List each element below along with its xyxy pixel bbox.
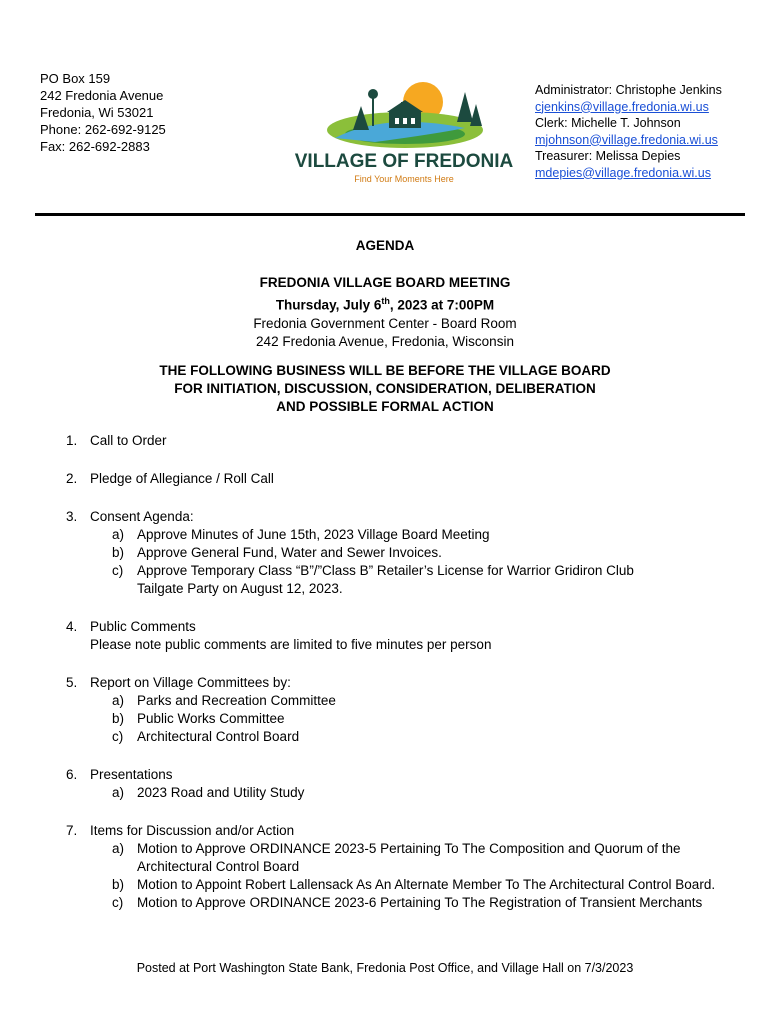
- sub-item: [90, 840, 756, 876]
- item-text: Report on Village Committees by:: [90, 675, 291, 690]
- item-number: 7.: [66, 823, 78, 838]
- meeting-info: [0, 274, 770, 351]
- business-notice-line: THE FOLLOWING BUSINESS WILL BE BEFORE THE VILLAGE BOARD: [159, 363, 611, 378]
- meeting-date: [0, 292, 770, 315]
- item-number: 6.: [66, 767, 78, 782]
- sub-item: [90, 526, 756, 544]
- agenda-item: [66, 432, 756, 450]
- address-line: Phone: 262-692-9125: [40, 122, 166, 137]
- sub-letter: a): [112, 527, 125, 542]
- item-number: 1.: [66, 433, 78, 448]
- business-notice: [0, 362, 770, 416]
- sub-text: 2023 Road and Utility Study: [137, 785, 305, 800]
- sub-text: Approve Minutes of June 15th, 2023 Village Board Meeting: [137, 527, 490, 542]
- administrator-label: Administrator: Christophe Jenkins: [535, 83, 722, 97]
- sub-text: Approve General Fund, Water and Sewer Invoices.: [137, 545, 442, 560]
- sub-item: [90, 692, 756, 710]
- meeting-date-sup: th: [381, 296, 390, 306]
- meeting-address: 242 Fredonia Avenue, Fredonia, Wisconsin: [256, 333, 514, 349]
- item-text: Pledge of Allegiance / Roll Call: [90, 471, 274, 486]
- sub-letter: a): [112, 693, 125, 708]
- sub-item: [90, 784, 756, 802]
- sub-item: [90, 728, 756, 746]
- treasurer-email-link[interactable]: mdepies@village.fredonia.wi.us: [535, 165, 711, 180]
- posted-notice: Posted at Port Washington State Bank, Fredonia Post Office, and Village Hall on 7/3/2023: [136, 961, 634, 975]
- sub-item: [90, 876, 756, 894]
- contacts-block: [535, 82, 722, 181]
- sub-letter: c): [112, 729, 124, 744]
- item-number: 5.: [66, 675, 78, 690]
- sub-letter: b): [112, 545, 125, 560]
- sub-letter: a): [112, 841, 125, 856]
- header-divider: [35, 213, 745, 216]
- sub-text: Public Works Committee: [137, 711, 285, 726]
- agenda-item: [66, 822, 756, 912]
- address-line: Fredonia, Wi 53021: [40, 105, 154, 120]
- agenda-item: [66, 470, 756, 488]
- address-line: PO Box 159: [40, 71, 111, 86]
- agenda-item: [66, 766, 756, 802]
- sub-letter: b): [112, 711, 125, 726]
- address-block: [40, 70, 166, 155]
- item-number: 3.: [66, 509, 78, 524]
- administrator-email-link[interactable]: cjenkins@village.fredonia.wi.us: [535, 99, 709, 114]
- meeting-date-time: , 2023 at 7:00PM: [389, 297, 495, 313]
- village-logo: [294, 72, 514, 190]
- sub-letter: a): [112, 785, 125, 800]
- clerk-label: Clerk: Michelle T. Johnson: [535, 116, 681, 130]
- item-number: 2.: [66, 471, 78, 486]
- sub-text: Parks and Recreation Committee: [137, 693, 336, 708]
- item-number: 4.: [66, 619, 78, 634]
- sub-letter: c): [112, 563, 124, 578]
- sub-letter: b): [112, 877, 125, 892]
- meeting-date-main: Thursday, July 6: [275, 297, 382, 313]
- agenda-item: [66, 508, 756, 598]
- item-text: Call to Order: [90, 433, 167, 448]
- item-text: Consent Agenda:: [90, 509, 194, 524]
- sub-item: [90, 894, 756, 912]
- clerk-email-link[interactable]: mjohnson@village.fredonia.wi.us: [535, 132, 718, 147]
- sub-item: [90, 710, 756, 728]
- address-line: Fax: 262-692-2883: [40, 139, 150, 154]
- address-line: 242 Fredonia Avenue: [40, 88, 164, 103]
- agenda-items: [66, 432, 756, 932]
- agenda-item: [66, 674, 756, 746]
- sub-text: Approve Temporary Class “B”/”Class B” Retailer’s License for Warrior Gridiron Club Tailgate Party on August 12, 2023.: [137, 563, 634, 596]
- meeting-name: FREDONIA VILLAGE BOARD MEETING: [259, 275, 511, 290]
- sub-text: Architectural Control Board: [137, 729, 300, 744]
- agenda-item: [66, 618, 756, 654]
- item-text: Public Comments: [90, 619, 196, 634]
- meeting-location: Fredonia Government Center - Board Room: [253, 315, 517, 331]
- village-logo-graphic: [294, 72, 514, 190]
- sub-text: Motion to Approve ORDINANCE 2023-6 Pertaining To The Registration of Transient Merchants: [137, 895, 703, 910]
- sub-text: Motion to Approve ORDINANCE 2023-5 Pertaining To The Composition and Quorum of the Architectural Control Board: [137, 841, 681, 874]
- sub-text: Motion to Appoint Robert Lallensack As An Alternate Member To The Architectural Control Board.: [137, 877, 716, 892]
- logo-tagline: Find Your Moments Here: [354, 174, 454, 184]
- business-notice-line: FOR INITIATION, DISCUSSION, CONSIDERATION, DELIBERATION: [174, 381, 596, 396]
- treasurer-label: Treasurer: Melissa Depies: [535, 149, 681, 163]
- item-text: Items for Discussion and/or Action: [90, 823, 295, 838]
- logo-title: VILLAGE OF FREDONIA: [294, 151, 514, 172]
- item-text: Presentations: [90, 767, 173, 782]
- item-note: Please note public comments are limited to five minutes per person: [90, 637, 492, 652]
- sub-letter: c): [112, 895, 124, 910]
- agenda-title: AGENDA: [355, 238, 415, 253]
- business-notice-line: AND POSSIBLE FORMAL ACTION: [276, 399, 494, 414]
- sub-item: [90, 562, 756, 598]
- sub-item: [90, 544, 756, 562]
